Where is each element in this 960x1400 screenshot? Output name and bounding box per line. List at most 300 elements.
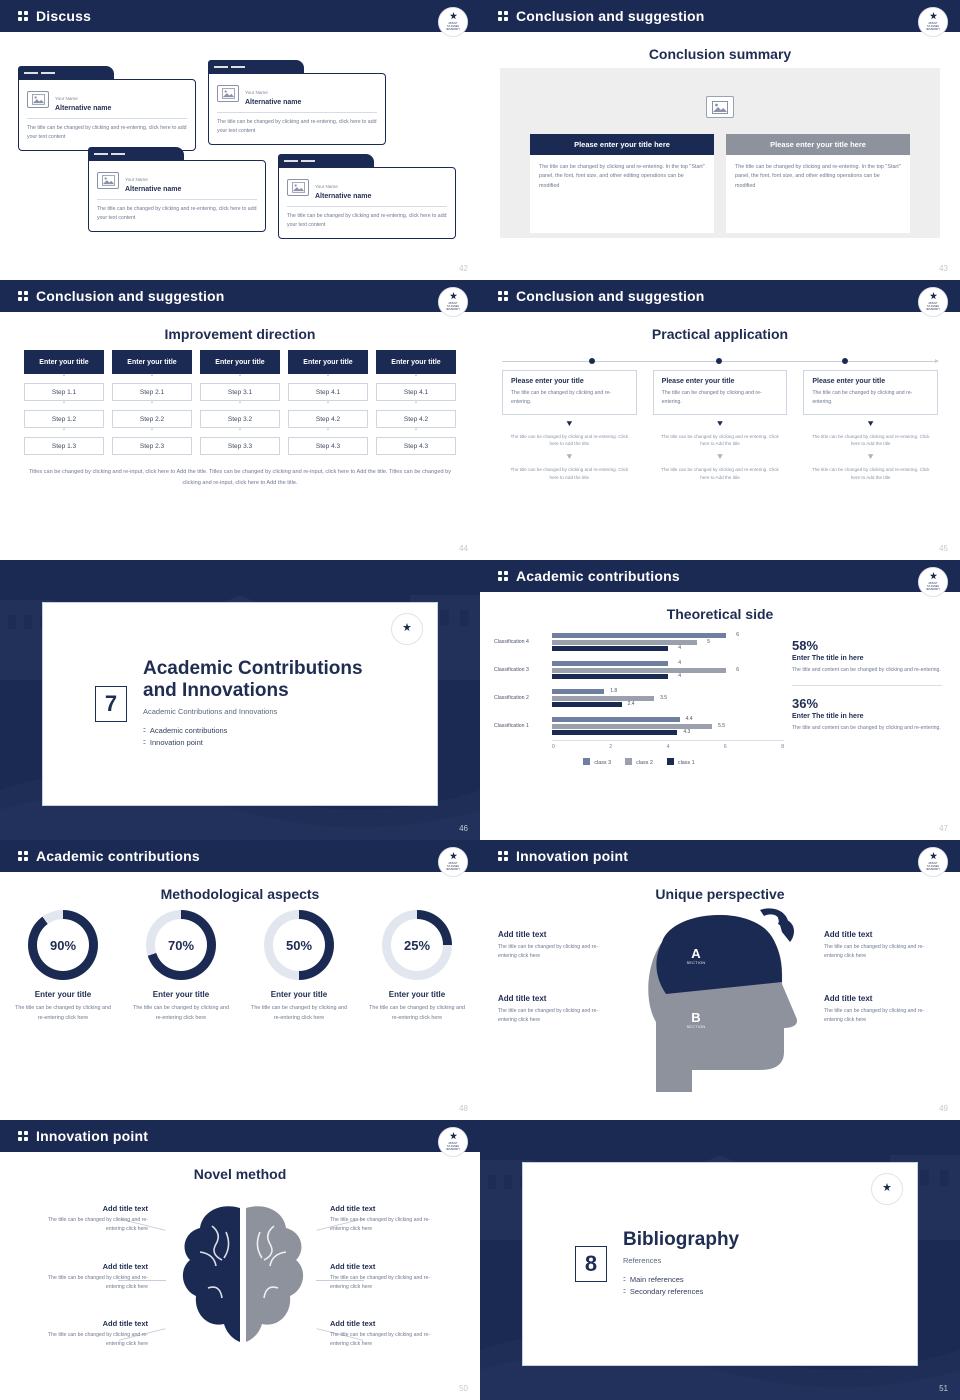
crest-icon [882,1183,892,1195]
step-cell: Step 2.3 [112,437,192,455]
chevron-down-icon: ⯆ [565,452,574,464]
stat-desc: The title and content can be changed by clicking and re-entering. [792,667,941,673]
section-list-item[interactable] [623,1287,739,1296]
application-column[interactable] [502,370,637,482]
slide-header [480,560,960,592]
chart-bar-value: 4.4 [685,716,693,723]
step-cell: Step 4.3 [288,437,368,455]
application-sub-2: The title can be changed by clicking and re-entering. Click here to Add the title [661,467,779,481]
page-number: 45 [939,544,948,553]
summary-card-text: The title can be changed by clicking and re-entering. In the top "Start" panel, the font, font size, and other editing operations can be modified [530,155,714,233]
logo-line-1: MOUNT [448,22,458,26]
slide-header [480,280,960,312]
chart-bar [552,660,681,667]
footnote-text: Titles can be changed by clicking and re-input, click here to Add the title. Titles can be changed by clicking and re-input, click here to Add the title. Titles can be changed by clicking and re-input, click here to Add the title. [28,469,452,486]
connector-dot: • [327,427,329,433]
folder-card[interactable] [208,60,386,145]
divider [287,206,447,207]
folder-head [97,168,257,193]
logo-line-1: MOUNT [928,302,938,306]
header-dots-icon [18,851,28,861]
section-title: Bibliography [623,1229,740,1251]
page-title: Conclusion and suggestion [516,8,705,24]
logo-line-1: MOUNT [448,862,458,866]
page-title: Conclusion and suggestion [36,288,225,304]
chart-bar-value: 4.3 [683,728,691,735]
step-column[interactable] [112,350,192,455]
head-diagram [480,902,960,1102]
slide-body [480,592,960,840]
section-card [42,602,438,806]
folder-alt-name: Alternative name [125,186,182,193]
crest-icon [402,623,412,635]
slide-novel-method [0,1120,480,1400]
legend-label: class 1 [677,760,695,766]
folder-head [217,81,377,106]
step-cell: Step 1.1 [24,383,104,401]
summary-card-group [530,134,910,233]
chevron-down-icon: ⯆ [565,418,574,430]
slide-theoretical-side [480,560,960,840]
chart-bar [552,700,635,707]
method-text-block[interactable] [330,1262,442,1292]
donut-chart [264,910,334,980]
logo-line-3: UNIVERSITY [445,307,461,311]
step-cell: Step 3.2 [200,410,280,428]
donut-title: Enter your title [152,990,210,999]
chart-bar [552,644,681,651]
folder-desc: The title can be changed by clicking and re-entering, click here to add your text content [97,206,257,221]
chart-stats-panel [792,628,942,766]
method-title: Add title text [102,1319,148,1328]
page-number: 50 [459,1384,468,1393]
method-desc: The title can be changed by clicking and re-entering click here [330,1275,431,1291]
stat-block [792,638,942,675]
slide-conclusion-summary [480,0,960,280]
method-text-block[interactable] [36,1204,148,1234]
application-title: Please enter your title [511,378,584,385]
page-number: 47 [939,824,948,833]
perspective-desc: The title can be changed by clicking and re-entering click here [498,944,599,960]
perspective-text-block[interactable] [824,994,942,1025]
section-background [0,560,480,840]
timeline-dot [716,358,722,364]
chart-category-label: Classification 4 [494,639,529,645]
slide-subtitle: Conclusion summary [648,46,792,62]
chart-row [494,712,784,740]
donut-item[interactable] [249,910,349,1023]
chart-category-label: Classification 3 [494,667,529,673]
stat-title: Enter The title in here [792,712,864,720]
chart-bar-value: 6 [736,632,739,639]
section-a-label [676,946,716,965]
brain-icon [168,1196,318,1356]
connector-dot: • [415,427,417,433]
application-sub-2: The title can be changed by clicking and re-entering. Click here to Add the title [811,467,930,481]
folder-body [278,167,456,239]
head-silhouette-icon [632,902,812,1092]
slide-body [480,872,960,1120]
step-column[interactable] [24,350,104,455]
folder-tab [278,154,374,167]
page-title: Discuss [36,8,92,24]
page-number: 51 [939,1384,948,1393]
chart-x-axis [552,740,784,750]
method-text-block[interactable] [330,1204,442,1234]
header-dots-icon [18,11,28,21]
image-placeholder-icon [287,179,309,196]
method-title: Add title text [102,1204,148,1213]
chart-bar-value: 5.5 [718,722,726,729]
connector-dot: • [151,427,153,433]
chart-row [494,656,784,684]
section-list-item-label: :: Innovation point [149,737,203,747]
method-desc: The title can be changed by clicking and re-entering click here [47,1217,148,1233]
donut-value: 70% [155,919,207,971]
header-dots-icon [18,291,28,301]
folder-card[interactable] [88,147,266,232]
section-title-line1: Academic Contributions [143,658,363,680]
method-title: Add title text [330,1262,376,1271]
page-title: Innovation point [36,1128,149,1144]
logo-line-2: ST AGNES [927,25,939,29]
logo-line-1: MOUNT [448,1142,458,1146]
application-desc: The title can be changed by clicking and re-entering. [511,390,612,405]
university-logo [871,1173,903,1205]
method-desc: The title can be changed by clicking and re-entering click here [47,1332,148,1348]
step-cell: Step 2.2 [112,410,192,428]
slide-body [0,1152,480,1400]
folder-alt-name: Alternative name [245,99,302,106]
chart-bar [552,688,618,695]
section-b-sub: SECTION [686,1025,706,1029]
section-item-list [143,726,363,747]
chart-bar-value: 6 [736,666,739,673]
logo-line-2: ST AGNES [447,305,459,309]
page-number: 44 [459,544,468,553]
folder-desc: The title can be changed by clicking and re-entering, click here to add your text content [217,119,377,134]
section-list-item-label: :: Main references [629,1274,684,1284]
section-text-block [143,658,363,750]
folder-alt-name: Alternative name [55,105,112,112]
section-b-label [676,1010,716,1029]
x-tick: 4 [666,744,670,750]
donut-chart [382,910,452,980]
x-tick: 0 [552,744,555,750]
chart-bar-value: 1.8 [610,688,618,695]
folder-body [18,79,196,151]
image-placeholder-icon [27,91,49,108]
application-sub-2: The title can be changed by clicking and re-entering. Click here to Add the title [510,467,629,481]
page-title: Innovation point [516,848,629,864]
section-subtitle: Academic Contributions and Innovations [143,706,278,716]
section-item-list [623,1275,739,1296]
folder-name: Your Name [245,90,268,95]
application-columns [480,366,960,482]
legend-item [667,758,695,766]
slide-header [0,840,480,872]
step-column[interactable] [288,350,368,455]
application-sub-1: The title can be changed by clicking and re-entering. Click here to Add the title [811,433,930,447]
donut-value: 50% [273,919,325,971]
slide-section-bibliography [480,1120,960,1400]
section-list-item[interactable] [143,726,363,735]
step-cell: Step 1.3 [24,437,104,455]
perspective-title: Add title text [824,930,873,939]
logo-line-3: UNIVERSITY [925,867,941,871]
section-a-letter: A [691,946,701,961]
application-title: Please enter your title [661,378,735,385]
chevron-down-icon: ⯆ [716,418,724,430]
chart-category-label: Classification 1 [494,723,529,729]
chart-bar [552,632,739,639]
method-text-block[interactable] [330,1319,442,1349]
logo-line-2: ST AGNES [927,305,939,309]
summary-card[interactable] [726,134,910,233]
logo-line-3: UNIVERSITY [445,27,461,31]
section-list-item[interactable] [623,1275,739,1284]
legend-label: class 3 [594,760,612,766]
page-number: 48 [459,1104,468,1113]
slide-subtitle: Unique perspective [655,886,785,902]
logo-line-3: UNIVERSITY [925,27,941,31]
summary-card-title: Please enter your title here [726,134,910,155]
folder-body [88,160,266,232]
chart-category-label: Classification 2 [494,695,529,701]
logo-line-3: UNIVERSITY [925,587,941,591]
donut-item[interactable] [13,910,113,1023]
header-dots-icon [498,11,508,21]
header-dots-icon [18,1131,28,1141]
folder-tab [208,60,304,73]
step-column-title: Enter your title [288,350,368,374]
folder-card[interactable] [278,154,456,239]
page-title: Academic contributions [516,568,680,584]
chart-bar [552,716,693,723]
slide-subtitle: Improvement direction [164,326,316,342]
step-cell: Step 3.3 [200,437,280,455]
stat-percent: 58% [792,638,819,653]
donut-chart [146,910,216,980]
chart-legend [494,758,784,766]
page-number: 49 [939,1104,948,1113]
perspective-text-block[interactable] [824,930,942,961]
chart-bar [552,694,668,701]
method-text-block[interactable] [36,1262,148,1292]
step-cell: Step 4.1 [376,383,456,401]
slide-body [0,312,480,560]
perspective-title: Add title text [498,930,547,939]
method-desc: The title can be changed by clicking and re-entering click here [47,1275,148,1291]
slide-unique-perspective [480,840,960,1120]
donut-item[interactable] [367,910,467,1023]
section-a-sub: SECTION [686,961,706,965]
chart-bar-value: 4 [678,644,681,651]
perspective-desc: The title can be changed by clicking and re-entering click here [824,944,925,960]
slide-subtitle: Methodological aspects [160,886,320,902]
legend-item [583,758,611,766]
logo-line-2: ST AGNES [447,1145,459,1149]
logo-line-2: ST AGNES [447,865,459,869]
image-placeholder-icon [217,85,239,102]
connector-dot: • [239,427,241,433]
application-title: Please enter your title [812,378,886,385]
bar-chart [494,628,784,766]
chart-bars [552,632,784,652]
step-column[interactable] [200,350,280,455]
image-placeholder-icon [706,96,734,118]
perspective-desc: The title can be changed by clicking and re-entering click here [824,1008,925,1024]
connector-dot: • [239,373,241,379]
section-subtitle: References [623,1255,662,1265]
section-card [522,1162,918,1366]
brain-diagram [0,1182,480,1400]
perspective-text-block[interactable] [498,994,616,1025]
image-area [500,96,940,118]
connector-dot: • [63,373,65,379]
timeline-dot [842,358,848,364]
logo-line-1: MOUNT [928,582,938,586]
page-number: 43 [939,264,948,273]
chart-bar [552,728,691,735]
header-dots-icon [498,571,508,581]
method-text-block[interactable] [36,1319,148,1349]
timeline-dot [589,358,595,364]
donut-desc: The title can be changed by clicking and re-entering click here [15,1005,111,1021]
slide-body [480,32,960,280]
chart-row [494,684,784,712]
chart-bar-value: 2.4 [627,700,635,707]
folder-name: Your Name [125,177,148,182]
donut-desc: The title can be changed by clicking and re-entering click here [251,1005,347,1021]
perspective-text-block[interactable] [498,930,616,961]
stat-percent: 36% [792,695,819,711]
connector-dot: • [415,373,417,379]
perspective-title: Add title text [498,994,547,1003]
section-number: 8 [575,1246,607,1282]
section-list-item[interactable] [143,738,363,747]
section-number: 7 [95,686,127,722]
step-column-title: Enter your title [376,350,456,374]
chart-bar-value: 4 [678,660,681,667]
chart-row [494,628,784,656]
image-placeholder-icon [97,172,119,189]
method-title: Add title text [102,1262,148,1271]
chart-bar [552,638,710,645]
chart-bars [552,688,784,708]
folder-card-group [0,32,480,280]
section-b-letter: B [691,1010,701,1025]
divider [97,199,257,200]
step-column[interactable] [376,350,456,455]
divider [217,112,377,113]
application-desc: The title can be changed by clicking and re-entering. [812,390,913,405]
section-list-item-label: :: Academic contributions [149,725,228,735]
logo-line-1: MOUNT [448,302,458,306]
step-table [0,342,480,455]
folder-alt-name: Alternative name [315,193,372,200]
divider [792,685,942,686]
stat-title: Enter The title in here [792,655,864,662]
slide-practical-application [480,280,960,560]
donut-value: 90% [37,919,89,971]
folder-name: Your Name [55,96,78,101]
connector-dot: • [63,400,65,406]
folder-head [287,175,447,200]
method-desc: The title can be changed by clicking and re-entering click here [330,1332,431,1348]
stat-desc: The title and content can be changed by clicking and re-entering. [792,724,941,731]
university-logo [391,613,423,645]
page-number: 46 [459,824,468,833]
summary-card-title: Please enter your title here [530,134,714,155]
step-cell: Step 3.1 [200,383,280,401]
application-box [803,370,938,415]
chart-bar-value: 3.5 [660,694,668,701]
connector-dot: • [327,400,329,406]
chevron-down-icon: ⯆ [866,452,875,464]
header-dots-icon [498,291,508,301]
x-tick: 6 [723,744,727,750]
section-title [143,658,363,702]
summary-card[interactable] [530,134,714,233]
donut-desc: The title can be changed by clicking and re-entering click here [133,1005,229,1021]
chart-bar [552,666,739,673]
application-column[interactable] [653,370,788,482]
folder-card[interactable] [18,66,196,151]
legend-label: class 2 [636,760,653,766]
slide-header [480,0,960,32]
logo-line-3: UNIVERSITY [925,307,941,311]
logo-line-2: ST AGNES [927,865,939,869]
chart-bar-value: 4 [678,672,681,679]
perspective-title: Add title text [824,994,873,1003]
step-column-title: Enter your title [24,350,104,374]
connector-dot: • [151,373,153,379]
donut-group [0,902,480,1023]
step-column-title: Enter your title [112,350,192,374]
logo-line-2: ST AGNES [927,585,939,589]
method-title: Add title text [330,1319,376,1328]
donut-title: Enter your title [270,990,328,999]
folder-body [208,73,386,145]
slide-header [0,1120,480,1152]
donut-desc: The title can be changed by clicking and re-entering click here [369,1005,465,1021]
slide-section-academic-contributions [0,560,480,840]
x-tick: 2 [609,744,613,750]
chart-area [480,622,960,766]
connector-dot: • [415,400,417,406]
connector-dot: • [239,400,241,406]
page-title: Academic contributions [36,848,200,864]
logo-line-3: UNIVERSITY [445,867,461,871]
perspective-desc: The title can be changed by clicking and re-entering click here [498,1008,599,1024]
donut-value: 25% [391,919,443,971]
divider [27,118,187,119]
slide-header [480,840,960,872]
donut-item[interactable] [131,910,231,1023]
step-cell: Step 4.3 [376,437,456,455]
application-sub-1: The title can be changed by clicking and re-entering. Click here to Add the title [510,433,629,447]
application-column[interactable] [803,370,938,482]
folder-head [27,87,187,112]
slide-body [0,872,480,1120]
step-cell: Step 4.2 [288,410,368,428]
application-sub-1: The title can be changed by clicking and re-entering. Click here to Add the title [661,433,779,447]
legend-item [625,758,653,766]
logo-line-1: MOUNT [928,22,938,26]
slide-body [0,32,480,280]
slide-improvement-direction [0,280,480,560]
